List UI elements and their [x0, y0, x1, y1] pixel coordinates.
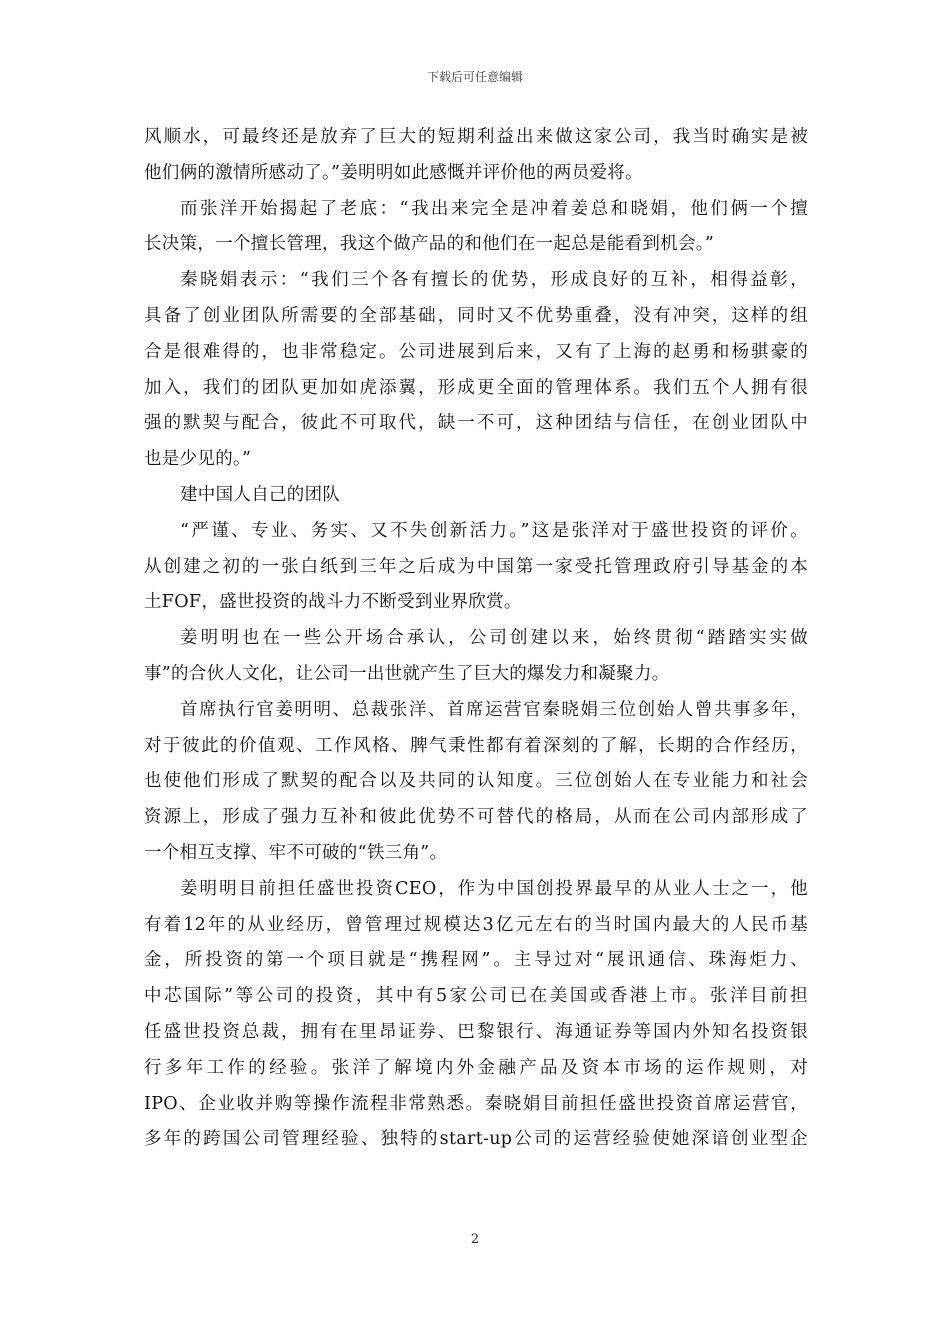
text-line: 合是很难得的，也非常稳定。公司进展到后来，又有了上海的赵勇和杨骐豪的 — [144, 341, 808, 362]
text-line: 具备了创业团队所需要的全部基础，同时又不优势重叠，没有冲突，这样的组 — [144, 305, 808, 326]
text-line: 首席执行官姜明明、总裁张洋、首席运营官秦晓娟三位创始人曾共事多年， — [180, 699, 808, 720]
text-line: 行多年工作的经验。张洋了解境内外金融产品及资本市场的运作规则，对 — [144, 1057, 808, 1078]
text-line: 一个相互支撑、牢不可破的“铁三角”。 — [144, 842, 448, 863]
text-line: 也是少见的。” — [144, 449, 252, 470]
text-line: 也使他们形成了默契的配合以及共同的认知度。三位创始人在专业能力和社会 — [144, 771, 808, 792]
text-line: 加入，我们的团队更加如虎添翼，形成更全面的管理体系。我们五个人拥有很 — [144, 377, 808, 398]
text-line: 而张洋开始揭起了老底：“我出来完全是冲着姜总和晓娟，他们俩一个擅 — [180, 198, 808, 219]
text-line: 有着12年的从业经历，曾管理过规模达3亿元左右的当时国内最大的人民币基 — [144, 914, 808, 935]
text-line: 强的默契与配合，彼此不可取代，缺一不可，这种团结与信任，在创业团队中 — [144, 413, 808, 434]
text-line: 姜明明也在一些公开场合承认，公司创建以来，始终贯彻“踏踏实实做 — [180, 628, 808, 649]
text-line: 秦晓娟表示：“我们三个各有擅长的优势，形成良好的互补，相得益彰， — [180, 270, 808, 291]
text-line: 姜明明目前担任盛世投资CEO，作为中国创投界最早的从业人士之一，他 — [180, 878, 808, 899]
text-line: 建中国人自己的团队 — [180, 484, 341, 505]
text-line: 他们俩的激情所感动了。”姜明明如此感慨并评价他的两员爱将。 — [144, 162, 643, 183]
text-line: 从创建之初的一张白纸到三年之后成为中国第一家受托管理政府引导基金的本 — [144, 556, 808, 577]
text-line: IPO、企业收并购等操作流程非常熟悉。秦晓娟目前担任盛世投资首席运营官， — [144, 1093, 808, 1114]
text-line: 土FOF，盛世投资的战斗力不断受到业界欣赏。 — [144, 592, 522, 613]
text-line: “严谨、专业、务实、又不失创新活力。”这是张洋对于盛世投资的评价。 — [180, 520, 808, 541]
text-line: 任盛世投资总裁，拥有在里昂证券、巴黎银行、海通证券等国内外知名投资银 — [144, 1021, 808, 1042]
text-line: 风顺水，可最终还是放弃了巨大的短期利益出来做这家公司，我当时确实是被 — [144, 127, 808, 147]
text-line: 对于彼此的价值观、工作风格、脾气秉性都有着深刻的了解，长期的合作经历， — [144, 735, 808, 756]
text-line: 资源上，形成了强力互补和彼此优势不可替代的格局，从而在公司内部形成了 — [144, 807, 808, 828]
text-line: 事”的合伙人文化，让公司一出世就产生了巨大的爆发力和凝聚力。 — [144, 663, 670, 684]
page-header: 下载后可任意编辑 — [426, 70, 523, 84]
text-line: 金，所投资的第一个项目就是“携程网”。主导过对“展讯通信、珠海炬力、 — [144, 950, 808, 971]
text-line: 长决策，一个擅长管理，我这个做产品的和他们在一起总是能看到机会。” — [144, 234, 715, 255]
document-body — [144, 120, 808, 1158]
page-number: 2 — [470, 1232, 480, 1247]
text-line: 中芯国际”等公司的投资，其中有5家公司已在美国或香港上市。张洋目前担 — [144, 986, 808, 1007]
text-line: 多年的跨国公司管理经验、独特的start-up公司的运营经验使她深谙创业型企 — [144, 1129, 808, 1150]
